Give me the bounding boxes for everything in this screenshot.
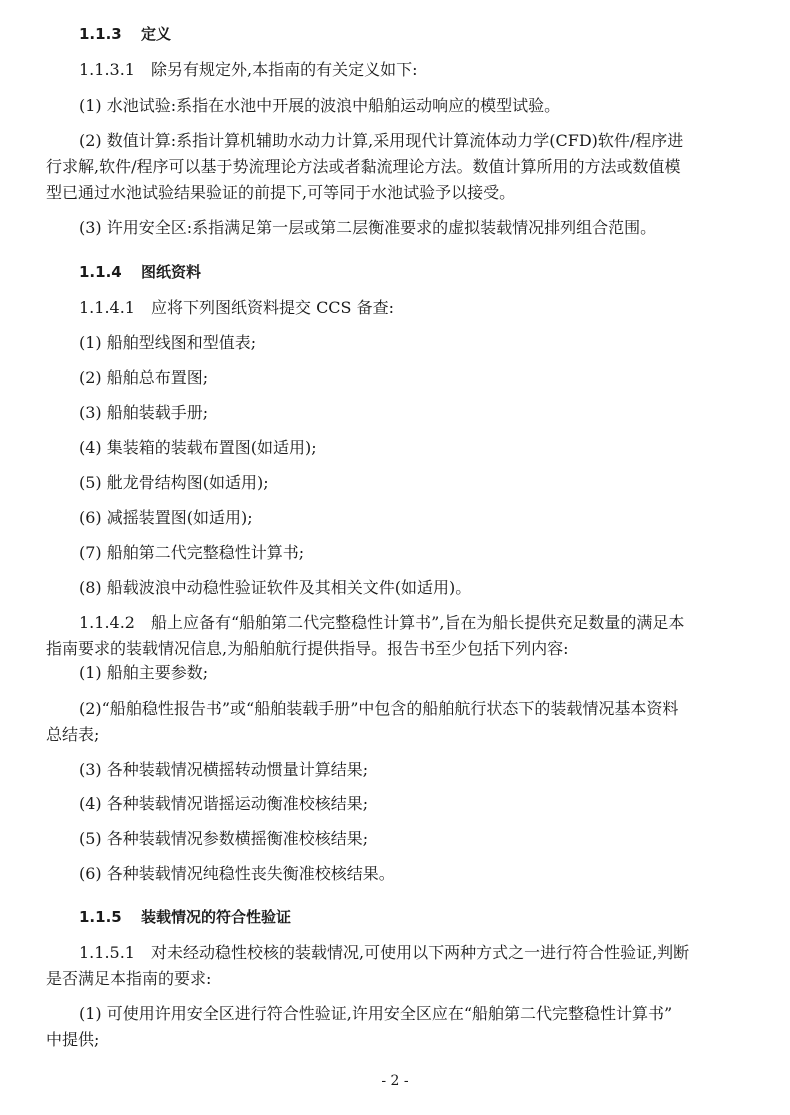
list-item: (2) 船舶总布置图; — [79, 368, 209, 387]
list-item: (7) 船舶第二代完整稳性计算书; — [79, 543, 305, 562]
section-title: 图纸资料 — [141, 263, 202, 281]
section-heading-1-1-5 — [79, 907, 291, 927]
page-number: - 2 - — [381, 1073, 409, 1089]
list-item: (5) 各种装载情况参数横摇衡准校核结果; — [79, 829, 369, 848]
definition-item-2-line-3: 型已通过水池试验结果验证的前提下,可等同于水池试验予以接受。 — [46, 183, 516, 202]
list-item-continuation: 总结表; — [46, 725, 100, 744]
section-heading-1-1-3 — [79, 24, 171, 44]
paragraph-1-1-5-1-line-1: 1.1.5.1 对未经动稳性校核的装载情况,可使用以下两种方式之一进行符合性验证,判断 — [79, 943, 690, 962]
paragraph-1-1-4-2-line-2: 指南要求的装载情况信息,为船舶航行提供指导。报告书至少包括下列内容: — [46, 639, 569, 658]
list-item: (1) 可使用许用安全区进行符合性验证,许用安全区应在“船舶第二代完整稳性计算书” — [79, 1004, 673, 1023]
paragraph-1-1-4-2-line-1: 1.1.4.2 船上应备有“船舶第二代完整稳性计算书”,旨在为船长提供充足数量的满足本 — [79, 613, 685, 632]
list-item: (6) 各种装载情况纯稳性丧失衡准校核结果。 — [79, 864, 395, 883]
section-number: 1.1.4 — [79, 263, 122, 281]
paragraph-1-1-5-1-line-2: 是否满足本指南的要求: — [46, 969, 212, 988]
section-number: 1.1.5 — [79, 908, 122, 926]
section-number: 1.1.3 — [79, 25, 122, 43]
list-item: (3) 船舶装载手册; — [79, 403, 209, 422]
list-item: (3) 各种装载情况横摇转动惯量计算结果; — [79, 760, 369, 779]
list-item: (4) 集装箱的装载布置图(如适用); — [79, 438, 317, 457]
section-title: 定义 — [141, 25, 172, 43]
paragraph-1-1-3-1: 1.1.3.1 除另有规定外,本指南的有关定义如下: — [79, 60, 418, 79]
list-item: (6) 减摇装置图(如适用); — [79, 508, 253, 527]
definition-item-2-line-1: (2) 数值计算:系指计算机辅助水动力计算,采用现代计算流体动力学(CFD)软件/程序进 — [79, 131, 684, 150]
section-title: 装载情况的符合性验证 — [141, 908, 292, 926]
section-heading-1-1-4 — [79, 262, 201, 282]
list-item: (1) 船舶主要参数; — [79, 663, 209, 682]
list-item: (5) 舭龙骨结构图(如适用); — [79, 473, 269, 492]
list-item: (1) 船舶型线图和型值表; — [79, 333, 257, 352]
list-item: (4) 各种装载情况谐摇运动衡准校核结果; — [79, 794, 369, 813]
list-item: (8) 船载波浪中动稳性验证软件及其相关文件(如适用)。 — [79, 578, 472, 597]
definition-item-1: (1) 水池试验:系指在水池中开展的波浪中船舶运动响应的模型试验。 — [79, 96, 561, 115]
definition-item-3: (3) 许用安全区:系指满足第一层或第二层衡准要求的虚拟装载情况排列组合范围。 — [79, 218, 657, 237]
list-item: (2)“船舶稳性报告书”或“船舶装载手册”中包含的船舶航行状态下的装载情况基本资料 — [79, 699, 679, 718]
definition-item-2-line-2: 行求解,软件/程序可以基于势流理论方法或者黏流理论方法。数值计算所用的方法或数值模 — [46, 157, 681, 176]
list-item-continuation: 中提供; — [46, 1030, 100, 1049]
paragraph-1-1-4-1: 1.1.4.1 应将下列图纸资料提交 CCS 备查: — [79, 298, 394, 317]
